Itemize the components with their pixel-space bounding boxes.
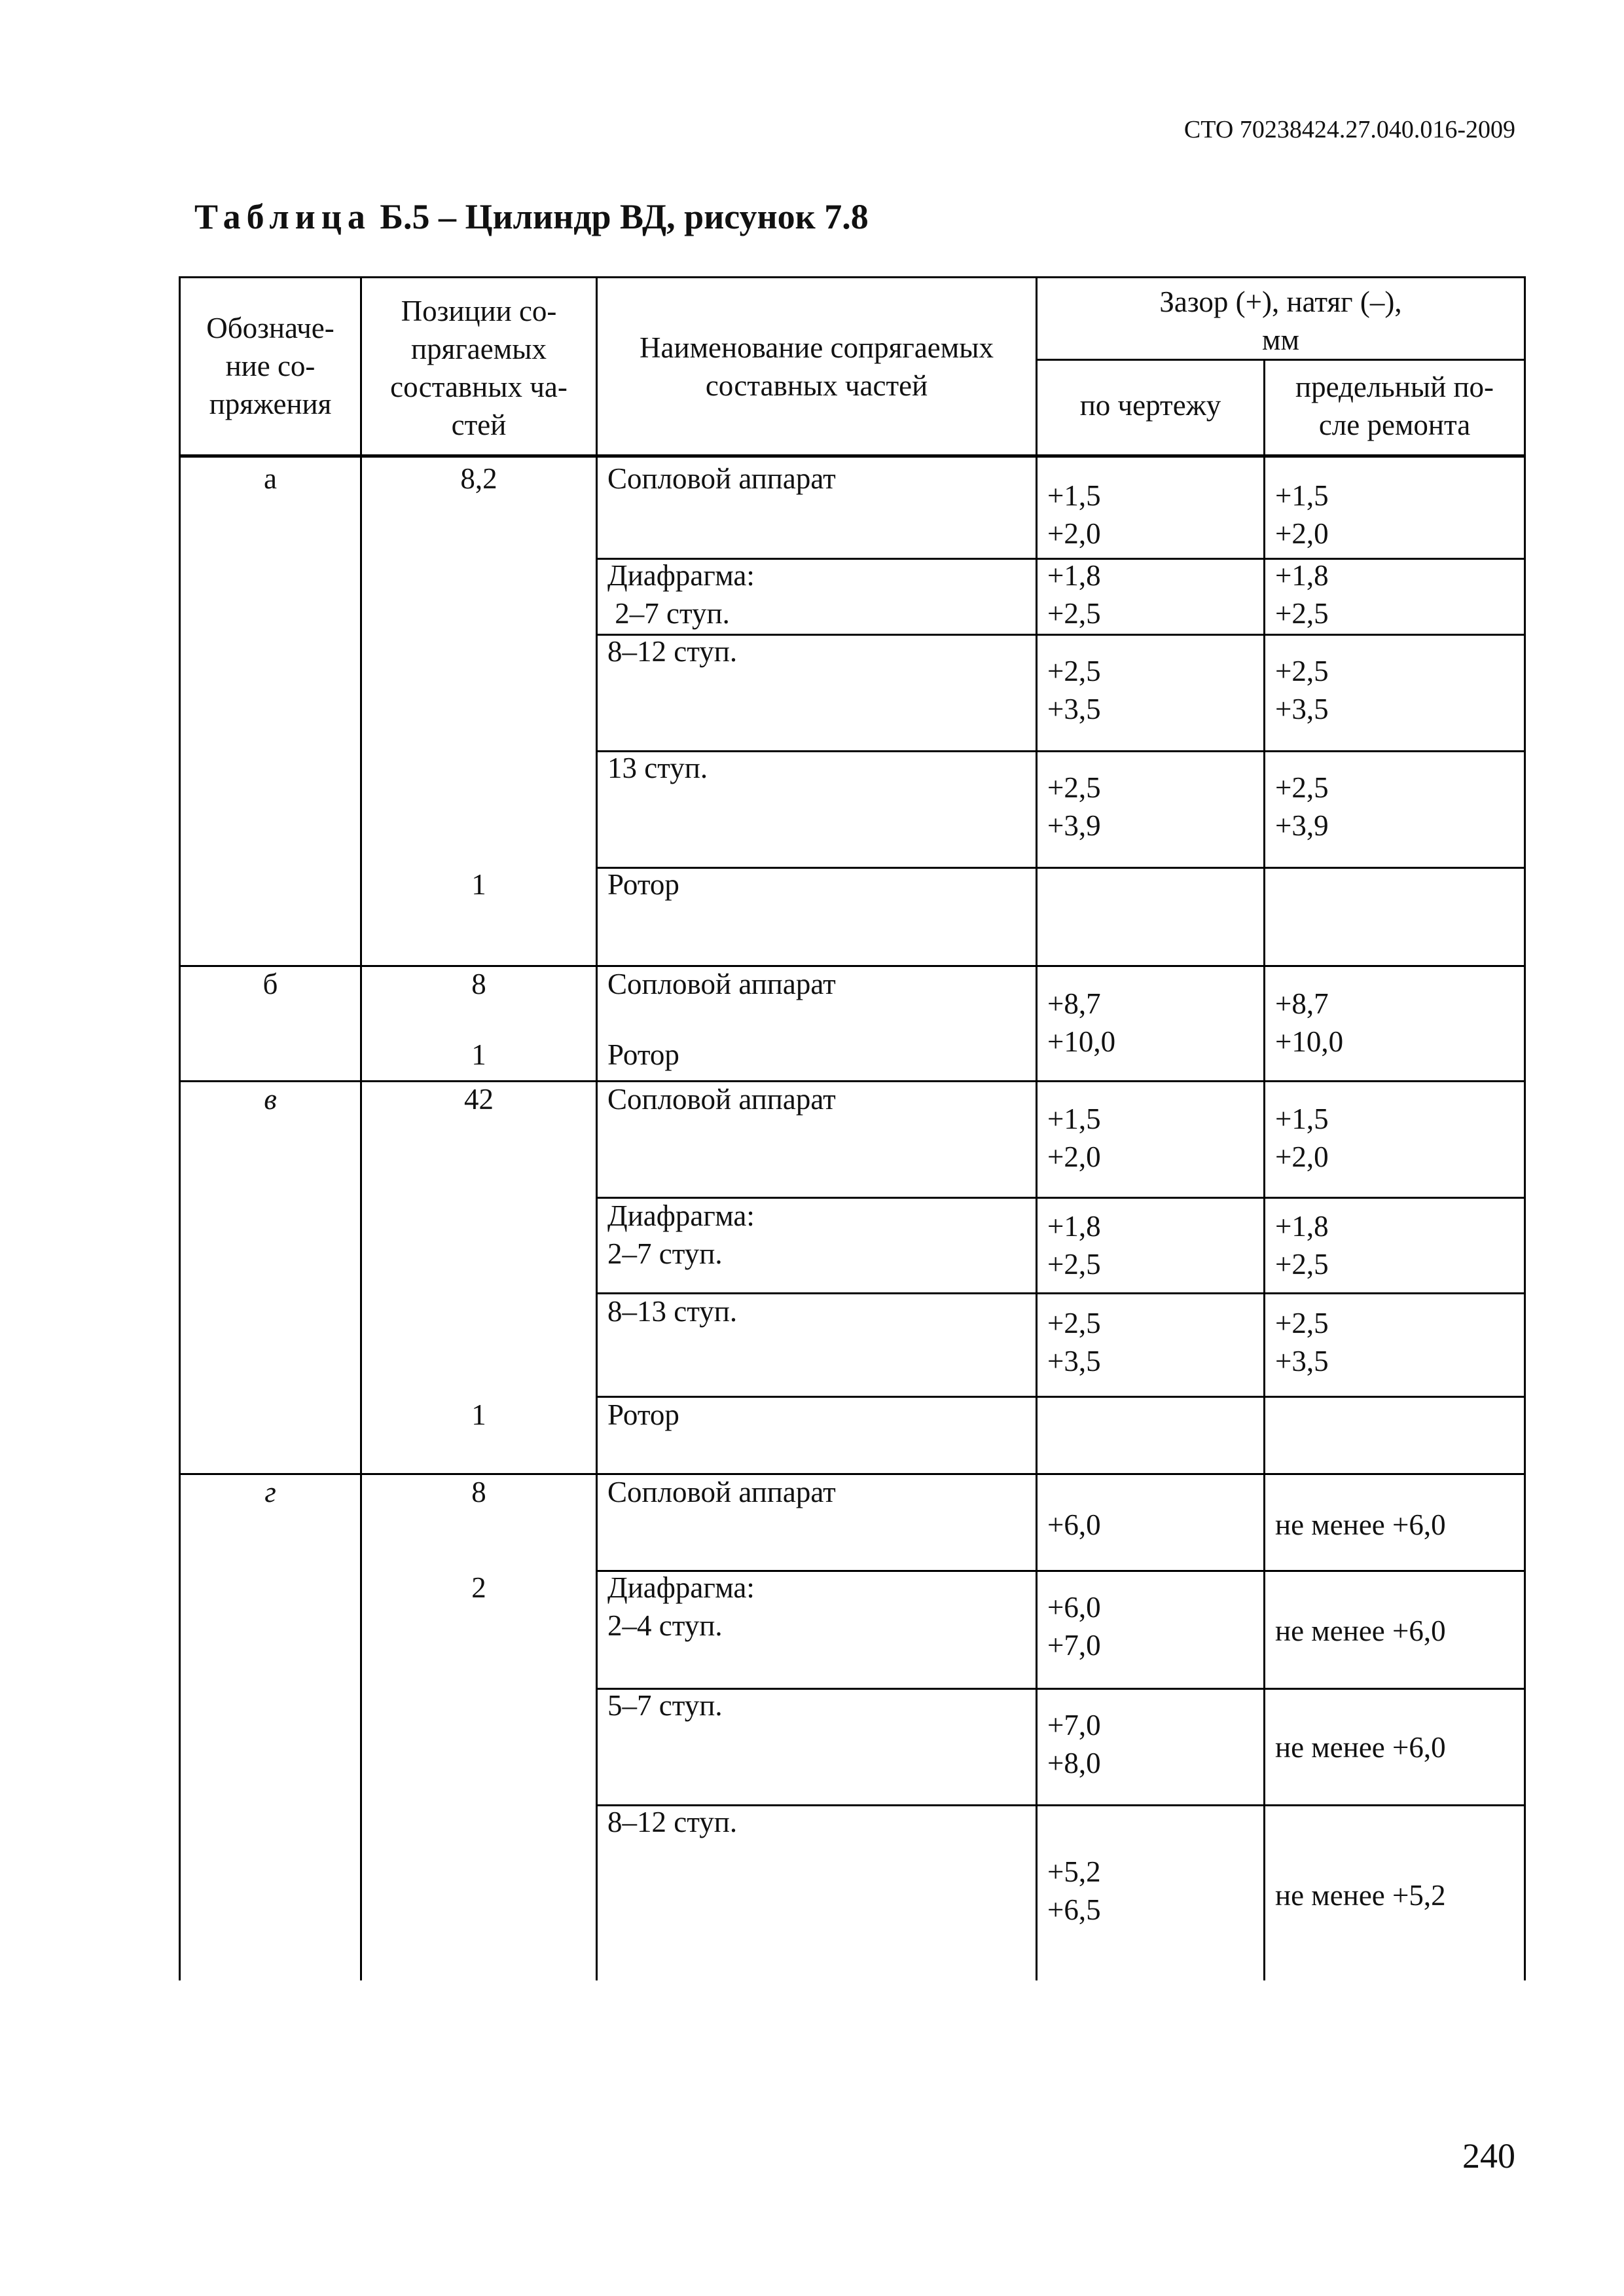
col-header-name: Наименование сопрягаемых составных частей: [640, 331, 994, 402]
col-header-positions: Позиции со- прягаемых составных ча- стей: [390, 295, 568, 441]
limit-cell: +1,8 +2,5: [1275, 1210, 1329, 1281]
table-title-label: Таблица: [194, 197, 371, 236]
part-name-cell: 5–7 ступ.: [607, 1689, 723, 1722]
part-name-cell: 8–12 ступ.: [607, 635, 738, 668]
per-drawing-cell: +8,7 +10,0: [1047, 987, 1116, 1058]
per-drawing-cell: +1,8 +2,5: [1047, 559, 1101, 630]
position-cell: 8: [471, 1476, 486, 1508]
position-cell: 8,2: [460, 462, 497, 495]
position-cell: 8: [471, 968, 486, 1000]
limit-cell: +1,8 +2,5: [1275, 559, 1329, 630]
position-cell: 1: [471, 868, 486, 901]
designation-cell: в: [264, 1083, 277, 1116]
part-name-cell: Диафрагма: 2–7 ступ.: [607, 1199, 755, 1270]
part-name-cell: 13 ступ.: [607, 752, 708, 784]
part-name-cell: Ротор: [607, 1038, 679, 1071]
col-divider-4: [1263, 359, 1265, 1980]
table-left-border: [179, 276, 181, 1980]
row-separator: [596, 1688, 1526, 1690]
per-drawing-cell: +1,5 +2,0: [1047, 479, 1101, 550]
part-name-cell: Ротор: [607, 1398, 679, 1431]
per-drawing-cell: +5,2 +6,5: [1047, 1855, 1101, 1926]
col-header-gap-group: Зазор (+), натяг (–), мм: [1159, 285, 1402, 356]
per-drawing-cell: +2,5 +3,5: [1047, 655, 1101, 725]
limit-cell: не менее +6,0: [1275, 1731, 1446, 1764]
per-drawing-cell: +6,0: [1047, 1508, 1101, 1541]
limit-cell: не менее +5,2: [1275, 1879, 1446, 1912]
col-header-designation: Обозначе- ние со- пряжения: [206, 312, 334, 420]
per-drawing-cell: +1,8 +2,5: [1047, 1210, 1101, 1281]
part-name-cell: 8–13 ступ.: [607, 1295, 738, 1328]
header-subdivider: [1036, 359, 1526, 361]
col-divider-2: [596, 276, 598, 1980]
limit-cell: не менее +6,0: [1275, 1508, 1446, 1541]
per-drawing-cell: +1,5 +2,0: [1047, 1102, 1101, 1173]
page-number: 240: [1462, 2136, 1515, 2176]
limit-cell: +1,5 +2,0: [1275, 1102, 1329, 1173]
row-separator: [596, 867, 1526, 869]
limit-cell: +2,5 +3,5: [1275, 1307, 1329, 1377]
table-title-text: Б.5 – Цилиндр ВД, рисунок 7.8: [380, 197, 869, 236]
per-drawing-cell: +2,5 +3,5: [1047, 1307, 1101, 1377]
part-name-cell: 8–12 ступ.: [607, 1806, 738, 1838]
table-top-border: [179, 276, 1526, 278]
table-title: [194, 196, 869, 237]
part-name-cell: Диафрагма: 2–4 ступ.: [607, 1571, 755, 1642]
col-header-per-drawing: по чертежу: [1079, 389, 1221, 422]
per-drawing-cell: +2,5 +3,9: [1047, 771, 1101, 842]
col-header-limit-after-repair: предельный по- сле ремонта: [1295, 371, 1494, 441]
limit-cell: +1,5 +2,0: [1275, 479, 1329, 550]
position-cell: 42: [464, 1083, 494, 1116]
designation-cell: г: [264, 1476, 276, 1508]
part-name-cell: Сопловой аппарат: [607, 968, 836, 1000]
document-code: СТО 70238424.27.040.016-2009: [1183, 116, 1515, 143]
designation-cell: а: [264, 462, 277, 495]
limit-cell: +2,5 +3,5: [1275, 655, 1329, 725]
row-separator: [596, 1396, 1526, 1398]
position-cell: 1: [471, 1398, 486, 1431]
part-name-cell: Диафрагма: 2–7 ступ.: [607, 559, 755, 630]
part-name-cell: Сопловой аппарат: [607, 462, 836, 495]
table-right-border: [1524, 276, 1526, 1980]
header-bottom-border: [179, 454, 1526, 458]
clearance-table: [179, 276, 1526, 1980]
position-cell: 2: [471, 1571, 486, 1604]
limit-cell: +8,7 +10,0: [1275, 987, 1344, 1058]
position-cell: 1: [471, 1038, 486, 1071]
row-separator: [596, 750, 1526, 752]
per-drawing-cell: +7,0 +8,0: [1047, 1709, 1101, 1779]
col-divider-3: [1036, 276, 1038, 1980]
part-name-cell: Сопловой аппарат: [607, 1476, 836, 1508]
limit-cell: +2,5 +3,9: [1275, 771, 1329, 842]
part-name-cell: Ротор: [607, 868, 679, 901]
col-divider-1: [360, 276, 362, 1980]
part-name-cell: Сопловой аппарат: [607, 1083, 836, 1116]
per-drawing-cell: +6,0 +7,0: [1047, 1591, 1101, 1662]
limit-cell: не менее +6,0: [1275, 1614, 1446, 1647]
designation-cell: б: [262, 968, 278, 1000]
